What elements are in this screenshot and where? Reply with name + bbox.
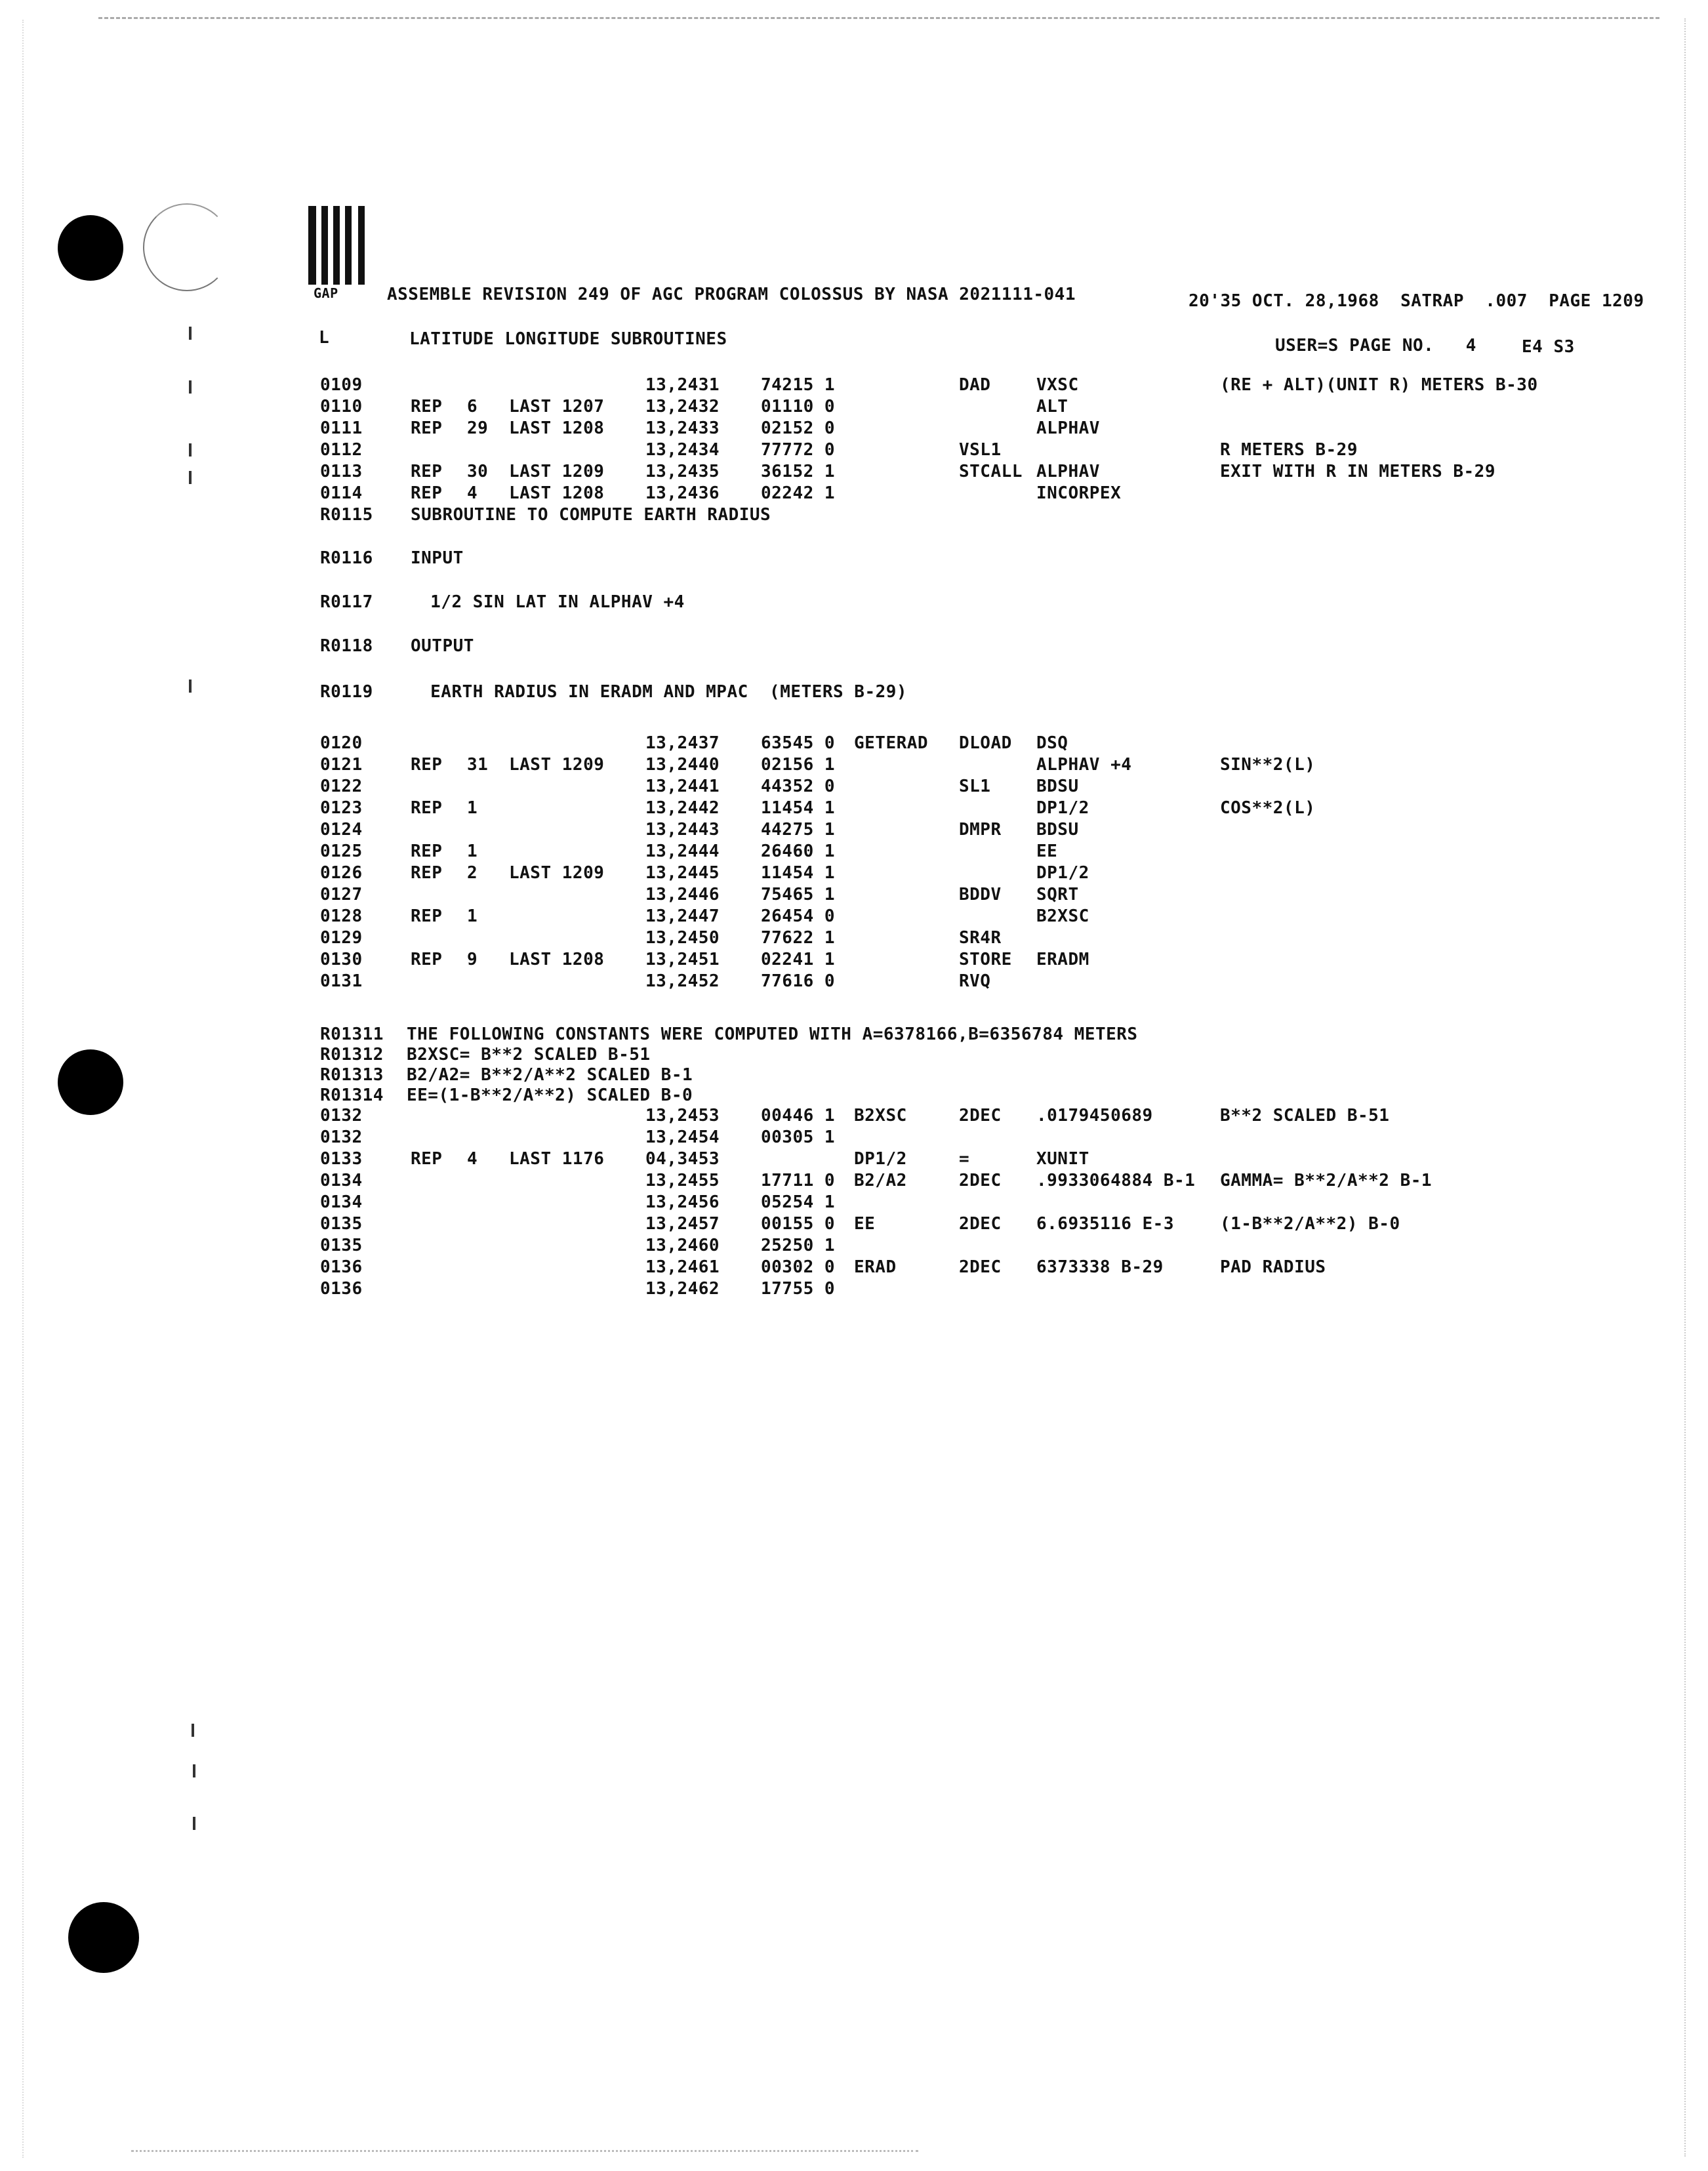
rep-count: 30 xyxy=(467,462,489,481)
operand: ALPHAV +4 xyxy=(1036,755,1132,775)
octal-code: 11454 1 xyxy=(761,798,836,818)
line-number: 0120 xyxy=(320,733,363,753)
rep-flag: REP xyxy=(411,397,443,416)
symbol-label: DP1/2 xyxy=(854,1149,907,1169)
octal-code: 26454 0 xyxy=(761,906,836,926)
document-title: ASSEMBLE REVISION 249 OF AGC PROGRAM COLOSSUS BY NASA 2021111-041 xyxy=(387,285,1076,304)
opcode: DMPR xyxy=(959,820,1002,840)
operand: VXSC xyxy=(1036,375,1079,395)
bottom-tear-line xyxy=(131,2150,918,2152)
octal-code: 25250 1 xyxy=(761,1236,836,1255)
last-reference: LAST 1209 xyxy=(509,863,605,883)
line-number: 0134 xyxy=(320,1171,363,1190)
octal-code: 00305 1 xyxy=(761,1127,836,1147)
line-number: R0117 xyxy=(320,592,373,612)
line-number: R01311 xyxy=(320,1025,384,1044)
line-number: R01314 xyxy=(320,1086,384,1105)
line-number: 0114 xyxy=(320,483,363,503)
margin-tick xyxy=(189,680,192,693)
opcode: DLOAD xyxy=(959,733,1012,753)
margin-tick xyxy=(189,327,192,340)
operand: B2XSC xyxy=(1036,906,1089,926)
operand: 6.6935116 E-3 xyxy=(1036,1214,1174,1234)
remark-text: SUBROUTINE TO COMPUTE EARTH RADIUS xyxy=(411,505,771,525)
margin-tick xyxy=(193,1817,195,1830)
rep-flag: REP xyxy=(411,462,443,481)
line-number: 0135 xyxy=(320,1214,363,1234)
memory-address: 13,2451 xyxy=(645,950,720,969)
line-number: 0112 xyxy=(320,440,363,460)
memory-address: 13,2456 xyxy=(645,1192,720,1212)
log-code: L xyxy=(319,328,330,348)
rep-flag: REP xyxy=(411,798,443,818)
octal-code: 02152 0 xyxy=(761,418,836,438)
last-reference: LAST 1209 xyxy=(509,755,605,775)
remark-text: THE FOLLOWING CONSTANTS WERE COMPUTED WITH A=6378166,B=6356784 METERS xyxy=(407,1025,1138,1044)
memory-address: 13,2460 xyxy=(645,1236,720,1255)
rep-flag: REP xyxy=(411,863,443,883)
rep-count: 1 xyxy=(467,798,478,818)
operand: SQRT xyxy=(1036,885,1079,904)
rep-count: 1 xyxy=(467,842,478,861)
opcode: = xyxy=(959,1149,970,1169)
octal-code: 44275 1 xyxy=(761,820,836,840)
e-s-code: E4 S3 xyxy=(1522,337,1575,357)
line-number: 0136 xyxy=(320,1257,363,1277)
rep-flag: REP xyxy=(411,755,443,775)
memory-address: 13,2450 xyxy=(645,928,720,948)
memory-address: 13,2461 xyxy=(645,1257,720,1277)
opcode: RVQ xyxy=(959,971,991,991)
top-tear-line xyxy=(98,17,1659,19)
operand: ALPHAV xyxy=(1036,462,1100,481)
remark-text: B2XSC= B**2 SCALED B-51 xyxy=(407,1045,651,1065)
opcode: DAD xyxy=(959,375,991,395)
line-number: 0133 xyxy=(320,1149,363,1169)
rep-flag: REP xyxy=(411,842,443,861)
memory-address: 13,2432 xyxy=(645,397,720,416)
binder-hole-top xyxy=(58,215,123,281)
last-reference: LAST 1208 xyxy=(509,483,605,503)
binder-hole-bottom xyxy=(68,1902,139,1973)
octal-code: 74215 1 xyxy=(761,375,836,395)
comment-text: R METERS B-29 xyxy=(1220,440,1358,460)
memory-address: 13,2433 xyxy=(645,418,720,438)
opcode: STCALL xyxy=(959,462,1023,481)
line-number: 0124 xyxy=(320,820,363,840)
opcode: SL1 xyxy=(959,777,991,796)
rep-count: 2 xyxy=(467,863,478,883)
line-number: 0135 xyxy=(320,1236,363,1255)
rep-flag: REP xyxy=(411,906,443,926)
line-number: R01312 xyxy=(320,1045,384,1065)
octal-code: 44352 0 xyxy=(761,777,836,796)
memory-address: 13,2453 xyxy=(645,1106,720,1126)
operand: .9933064884 B-1 xyxy=(1036,1171,1196,1190)
opcode: 2DEC xyxy=(959,1214,1002,1234)
rep-flag: REP xyxy=(411,418,443,438)
opcode: 2DEC xyxy=(959,1106,1002,1126)
operand: BDSU xyxy=(1036,777,1079,796)
header-mark: GAP xyxy=(314,285,338,301)
last-reference: LAST 1208 xyxy=(509,950,605,969)
binder-ring-outline xyxy=(143,203,231,291)
operand: BDSU xyxy=(1036,820,1079,840)
octal-code: 77622 1 xyxy=(761,928,836,948)
memory-address: 13,2442 xyxy=(645,798,720,818)
rep-count: 4 xyxy=(467,483,478,503)
rep-flag: REP xyxy=(411,483,443,503)
octal-code: 17711 0 xyxy=(761,1171,836,1190)
symbol-label: EE xyxy=(854,1214,876,1234)
memory-address: 13,2444 xyxy=(645,842,720,861)
section-title: LATITUDE LONGITUDE SUBROUTINES xyxy=(409,329,727,349)
operand: XUNIT xyxy=(1036,1149,1089,1169)
line-number: 0121 xyxy=(320,755,363,775)
symbol-label: B2/A2 xyxy=(854,1171,907,1190)
octal-code: 01110 0 xyxy=(761,397,836,416)
memory-address: 13,2436 xyxy=(645,483,720,503)
opcode: 2DEC xyxy=(959,1257,1002,1277)
memory-address: 04,3453 xyxy=(645,1149,720,1169)
line-number: 0128 xyxy=(320,906,363,926)
octal-code: 36152 1 xyxy=(761,462,836,481)
rep-flag: REP xyxy=(411,950,443,969)
line-number: 0132 xyxy=(320,1127,363,1147)
margin-tick xyxy=(192,1724,194,1737)
memory-address: 13,2455 xyxy=(645,1171,720,1190)
operand: ALPHAV xyxy=(1036,418,1100,438)
run-stamp: 20'35 OCT. 28,1968 SATRAP .007 PAGE 1209 xyxy=(1189,291,1644,311)
remark-text: OUTPUT xyxy=(411,636,474,656)
operand: DSQ xyxy=(1036,733,1068,753)
line-number: 0127 xyxy=(320,885,363,904)
line-number: 0129 xyxy=(320,928,363,948)
right-edge-line xyxy=(1684,18,1686,2157)
line-number: 0125 xyxy=(320,842,363,861)
last-reference: LAST 1208 xyxy=(509,418,605,438)
operand: DP1/2 xyxy=(1036,798,1089,818)
memory-address: 13,2443 xyxy=(645,820,720,840)
left-edge-line xyxy=(22,20,24,2158)
memory-address: 13,2435 xyxy=(645,462,720,481)
line-number: R0116 xyxy=(320,548,373,568)
margin-tick xyxy=(189,443,192,457)
operand: DP1/2 xyxy=(1036,863,1089,883)
comment-text: (RE + ALT)(UNIT R) METERS B-30 xyxy=(1220,375,1538,395)
octal-code: 11454 1 xyxy=(761,863,836,883)
line-number: 0126 xyxy=(320,863,363,883)
remark-text: B2/A2= B**2/A**2 SCALED B-1 xyxy=(407,1065,693,1085)
comment-text: (1-B**2/A**2) B-0 xyxy=(1220,1214,1400,1234)
opcode: 2DEC xyxy=(959,1171,1002,1190)
remark-text: EARTH RADIUS IN ERADM AND MPAC (METERS B-29) xyxy=(420,682,908,702)
line-number: 0123 xyxy=(320,798,363,818)
opcode: BDDV xyxy=(959,885,1002,904)
operand: ALT xyxy=(1036,397,1068,416)
symbol-label: B2XSC xyxy=(854,1106,907,1126)
memory-address: 13,2447 xyxy=(645,906,720,926)
last-reference: LAST 1209 xyxy=(509,462,605,481)
rep-flag: REP xyxy=(411,1149,443,1169)
memory-address: 13,2440 xyxy=(645,755,720,775)
octal-code: 00155 0 xyxy=(761,1214,836,1234)
users-page-number: USER=S PAGE NO. 4 xyxy=(1275,336,1476,355)
octal-code: 77772 0 xyxy=(761,440,836,460)
octal-code: 02156 1 xyxy=(761,755,836,775)
line-number: 0111 xyxy=(320,418,363,438)
octal-code: 00302 0 xyxy=(761,1257,836,1277)
margin-tick xyxy=(193,1764,195,1777)
octal-code: 63545 0 xyxy=(761,733,836,753)
line-number: R0118 xyxy=(320,636,373,656)
octal-code: 00446 1 xyxy=(761,1106,836,1126)
octal-code: 02242 1 xyxy=(761,483,836,503)
memory-address: 13,2437 xyxy=(645,733,720,753)
opcode: VSL1 xyxy=(959,440,1002,460)
memory-address: 13,2434 xyxy=(645,440,720,460)
comment-text: B**2 SCALED B-51 xyxy=(1220,1106,1390,1126)
octal-code: 05254 1 xyxy=(761,1192,836,1212)
comment-text: SIN**2(L) xyxy=(1220,755,1316,775)
last-reference: LAST 1176 xyxy=(509,1149,605,1169)
line-number: 0134 xyxy=(320,1192,363,1212)
line-number: 0131 xyxy=(320,971,363,991)
octal-code: 26460 1 xyxy=(761,842,836,861)
line-number: 0109 xyxy=(320,375,363,395)
line-number: R0115 xyxy=(320,505,373,525)
rep-count: 4 xyxy=(467,1149,478,1169)
octal-code: 75465 1 xyxy=(761,885,836,904)
line-number: 0122 xyxy=(320,777,363,796)
line-number: 0132 xyxy=(320,1106,363,1126)
opcode: STORE xyxy=(959,950,1012,969)
memory-address: 13,2441 xyxy=(645,777,720,796)
rep-count: 1 xyxy=(467,906,478,926)
octal-code: 02241 1 xyxy=(761,950,836,969)
operand: EE xyxy=(1036,842,1058,861)
line-number: R01313 xyxy=(320,1065,384,1085)
line-number: 0113 xyxy=(320,462,363,481)
comment-text: EXIT WITH R IN METERS B-29 xyxy=(1220,462,1495,481)
operand: 6373338 B-29 xyxy=(1036,1257,1164,1277)
operand: ERADM xyxy=(1036,950,1089,969)
rep-count: 29 xyxy=(467,418,489,438)
operand: .0179450689 xyxy=(1036,1106,1153,1126)
comment-text: PAD RADIUS xyxy=(1220,1257,1326,1277)
remark-text: INPUT xyxy=(411,548,464,568)
margin-tick xyxy=(189,380,192,394)
remark-text: EE=(1-B**2/A**2) SCALED B-0 xyxy=(407,1086,693,1105)
comment-text: GAMMA= B**2/A**2 B-1 xyxy=(1220,1171,1433,1190)
line-number: 0110 xyxy=(320,397,363,416)
line-number: R0119 xyxy=(320,682,373,702)
rep-count: 9 xyxy=(467,950,478,969)
line-number: 0130 xyxy=(320,950,363,969)
memory-address: 13,2454 xyxy=(645,1127,720,1147)
remark-text: 1/2 SIN LAT IN ALPHAV +4 xyxy=(420,592,685,612)
octal-code: 77616 0 xyxy=(761,971,836,991)
symbol-label: ERAD xyxy=(854,1257,897,1277)
memory-address: 13,2431 xyxy=(645,375,720,395)
comment-text: COS**2(L) xyxy=(1220,798,1316,818)
rep-count: 6 xyxy=(467,397,478,416)
line-number: 0136 xyxy=(320,1279,363,1299)
memory-address: 13,2446 xyxy=(645,885,720,904)
opcode: SR4R xyxy=(959,928,1002,948)
symbol-label: GETERAD xyxy=(854,733,929,753)
binder-hole-middle xyxy=(58,1049,123,1115)
octal-code: 17755 0 xyxy=(761,1279,836,1299)
memory-address: 13,2452 xyxy=(645,971,720,991)
operand: INCORPEX xyxy=(1036,483,1122,503)
last-reference: LAST 1207 xyxy=(509,397,605,416)
memory-address: 13,2457 xyxy=(645,1214,720,1234)
rep-count: 31 xyxy=(467,755,489,775)
memory-address: 13,2445 xyxy=(645,863,720,883)
margin-tick xyxy=(189,471,192,484)
memory-address: 13,2462 xyxy=(645,1279,720,1299)
